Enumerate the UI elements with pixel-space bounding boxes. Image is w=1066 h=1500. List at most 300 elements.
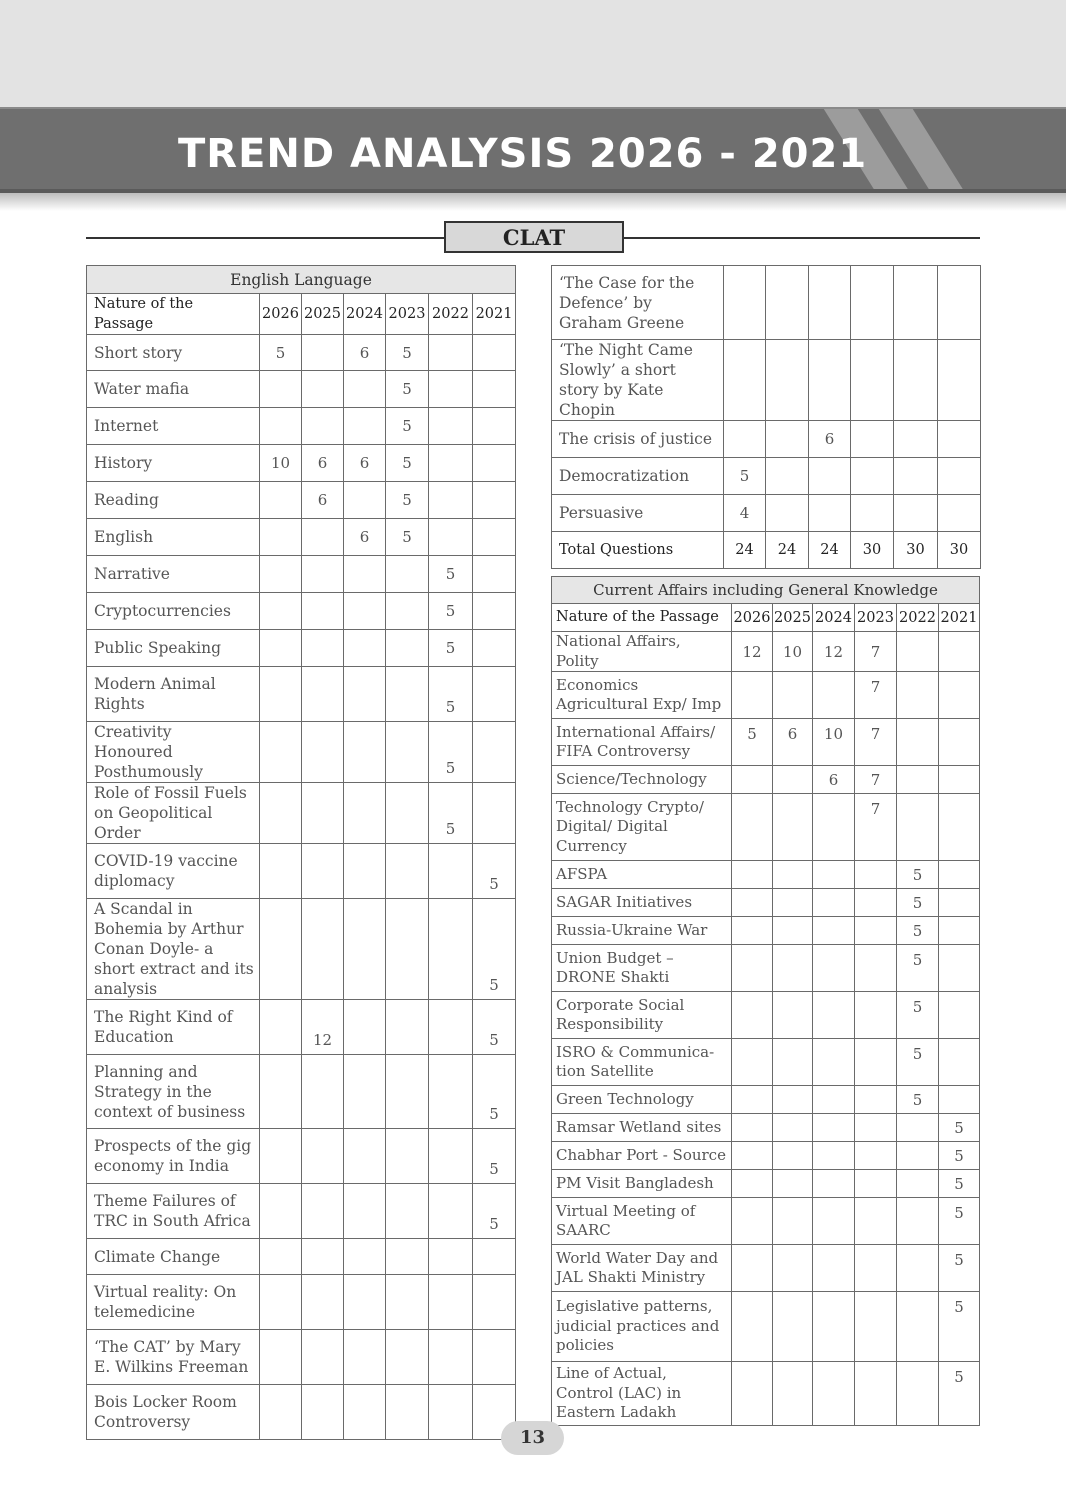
question-count-cell	[473, 722, 516, 783]
question-count-cell	[302, 1129, 344, 1184]
question-count-cell	[429, 371, 473, 408]
question-count-cell	[813, 1086, 855, 1114]
question-count-cell	[732, 672, 773, 719]
table-row	[87, 519, 516, 556]
question-count-cell	[386, 1330, 429, 1385]
table-header-row	[87, 294, 516, 335]
column-header: 2025	[773, 604, 813, 632]
question-count-cell: 5	[260, 335, 302, 371]
passage-name-cell: Total Questions	[552, 532, 724, 569]
passage-name-cell: ISRO & Communica-tion Satellite	[552, 1039, 732, 1086]
question-count-cell: 12	[732, 632, 773, 672]
table-row	[87, 1184, 516, 1239]
table-row	[552, 672, 980, 719]
question-count-cell	[302, 593, 344, 630]
question-count-cell	[855, 861, 897, 889]
column-header: 2024	[813, 604, 855, 632]
question-count-cell: 5	[386, 371, 429, 408]
exam-label: CLAT	[444, 221, 624, 253]
question-count-cell: 7	[855, 632, 897, 672]
question-count-cell	[386, 783, 429, 844]
passage-name-cell: Virtual reality: On telemedicine	[87, 1275, 260, 1330]
question-count-cell: 5	[939, 1142, 980, 1170]
table-row	[552, 889, 980, 917]
question-count-cell: 5	[429, 667, 473, 722]
question-count-cell	[809, 458, 851, 495]
question-count-cell	[813, 992, 855, 1039]
table-row	[87, 1055, 516, 1129]
question-count-cell	[773, 794, 813, 861]
question-count-cell	[302, 1055, 344, 1129]
question-count-cell	[473, 335, 516, 371]
table-row	[87, 783, 516, 844]
question-count-cell: 5	[473, 1184, 516, 1239]
question-count-cell	[773, 1198, 813, 1245]
question-count-cell	[732, 794, 773, 861]
question-count-cell: 5	[897, 1086, 939, 1114]
question-count-cell	[344, 899, 386, 1000]
table-caption-row	[552, 577, 980, 604]
current-affairs-table	[551, 576, 980, 1426]
question-count-cell	[302, 844, 344, 899]
question-count-cell	[855, 889, 897, 917]
table-row	[552, 861, 980, 889]
question-count-cell: 5	[473, 844, 516, 899]
question-count-cell	[473, 408, 516, 445]
question-count-cell: 5	[939, 1245, 980, 1292]
question-count-cell	[260, 371, 302, 408]
table-row	[87, 844, 516, 899]
question-count-cell: 5	[724, 458, 766, 495]
question-count-cell	[766, 421, 809, 458]
question-count-cell	[939, 766, 980, 794]
question-count-cell	[939, 861, 980, 889]
passage-name-cell: English	[87, 519, 260, 556]
question-count-cell	[773, 1362, 813, 1426]
passage-name-cell: Prospects of the gig economy in India	[87, 1129, 260, 1184]
question-count-cell	[773, 1245, 813, 1292]
question-count-cell	[302, 556, 344, 593]
question-count-cell	[260, 519, 302, 556]
question-count-cell	[429, 335, 473, 371]
question-count-cell	[386, 1055, 429, 1129]
question-count-cell	[260, 593, 302, 630]
question-count-cell: 6	[302, 445, 344, 482]
question-count-cell	[939, 632, 980, 672]
question-count-cell: 6	[302, 482, 344, 519]
question-count-cell	[260, 1000, 302, 1055]
question-count-cell: 10	[773, 632, 813, 672]
question-count-cell	[260, 1129, 302, 1184]
question-count-cell	[302, 335, 344, 371]
question-count-cell	[897, 1114, 939, 1142]
question-count-cell	[344, 630, 386, 667]
passage-name-cell: Narrative	[87, 556, 260, 593]
question-count-cell: 30	[894, 532, 938, 569]
passage-name-cell: A Scandal in Bohemia by Arthur Conan Doyle- a short extract and its analysis	[87, 899, 260, 1000]
question-count-cell	[260, 844, 302, 899]
passage-name-cell: Virtual Meeting of SAARC	[552, 1198, 732, 1245]
question-count-cell	[897, 794, 939, 861]
question-count-cell: 5	[939, 1198, 980, 1245]
question-count-cell	[344, 593, 386, 630]
passage-name-cell: Union Budget – DRONE Shakti	[552, 945, 732, 992]
question-count-cell	[813, 889, 855, 917]
question-count-cell	[938, 340, 981, 421]
question-count-cell	[855, 1198, 897, 1245]
question-count-cell	[260, 630, 302, 667]
table-row	[87, 722, 516, 783]
table-row	[87, 1129, 516, 1184]
table-row	[87, 1330, 516, 1385]
question-count-cell: 5	[897, 917, 939, 945]
question-count-cell	[813, 1245, 855, 1292]
question-count-cell	[302, 667, 344, 722]
table-row	[87, 593, 516, 630]
question-count-cell	[855, 1086, 897, 1114]
question-count-cell	[897, 672, 939, 719]
question-count-cell	[773, 992, 813, 1039]
question-count-cell: 4	[724, 495, 766, 532]
table-row	[552, 532, 981, 569]
table-row	[552, 1170, 980, 1198]
question-count-cell: 5	[429, 722, 473, 783]
table-row	[552, 632, 980, 672]
table-row	[87, 556, 516, 593]
question-count-cell	[939, 1039, 980, 1086]
question-count-cell	[344, 783, 386, 844]
question-count-cell	[344, 1055, 386, 1129]
table-row	[552, 1086, 980, 1114]
question-count-cell	[938, 495, 981, 532]
column-header: 2026	[732, 604, 773, 632]
table-row	[552, 992, 980, 1039]
question-count-cell	[429, 1275, 473, 1330]
question-count-cell	[732, 1142, 773, 1170]
question-count-cell	[732, 1039, 773, 1086]
question-count-cell	[897, 719, 939, 766]
question-count-cell	[773, 766, 813, 794]
question-count-cell	[851, 266, 894, 340]
table-row	[552, 1362, 980, 1426]
question-count-cell: 5	[429, 783, 473, 844]
question-count-cell	[773, 1142, 813, 1170]
table-row	[552, 1114, 980, 1142]
english-language-table	[86, 265, 516, 1440]
question-count-cell	[766, 266, 809, 340]
passage-name-cell: Corporate Social Responsibility	[552, 992, 732, 1039]
question-count-cell: 5	[386, 408, 429, 445]
question-count-cell	[732, 861, 773, 889]
passage-name-cell: ‘The Case for the Defence’ by Graham Greene	[552, 266, 724, 340]
question-count-cell: 5	[897, 992, 939, 1039]
question-count-cell	[344, 1184, 386, 1239]
question-count-cell: 6	[344, 519, 386, 556]
question-count-cell	[260, 482, 302, 519]
question-count-cell: 6	[809, 421, 851, 458]
question-count-cell	[894, 495, 938, 532]
question-count-cell: 5	[386, 445, 429, 482]
question-count-cell	[766, 458, 809, 495]
question-count-cell: 7	[855, 794, 897, 861]
question-count-cell	[429, 408, 473, 445]
question-count-cell	[386, 1184, 429, 1239]
question-count-cell	[386, 1275, 429, 1330]
question-count-cell	[344, 482, 386, 519]
passage-name-cell: Ramsar Wetland sites	[552, 1114, 732, 1142]
question-count-cell	[813, 1142, 855, 1170]
question-count-cell: 5	[429, 556, 473, 593]
question-count-cell	[732, 1292, 773, 1362]
question-count-cell	[855, 1142, 897, 1170]
question-count-cell	[773, 1114, 813, 1142]
question-count-cell: 10	[813, 719, 855, 766]
question-count-cell: 6	[344, 445, 386, 482]
divider-line	[624, 237, 980, 239]
question-count-cell	[773, 917, 813, 945]
question-count-cell	[302, 722, 344, 783]
passage-name-cell: Creativity Honoured Posthumously	[87, 722, 260, 783]
passage-name-cell: Chabhar Port - Source	[552, 1142, 732, 1170]
question-count-cell	[344, 722, 386, 783]
question-count-cell	[773, 1170, 813, 1198]
passage-name-cell: The Right Kind of Education	[87, 1000, 260, 1055]
question-count-cell	[813, 672, 855, 719]
question-count-cell	[894, 458, 938, 495]
question-count-cell	[855, 1039, 897, 1086]
question-count-cell: 5	[939, 1114, 980, 1142]
question-count-cell	[939, 794, 980, 861]
question-count-cell	[813, 1198, 855, 1245]
passage-name-cell: Technology Crypto/ Digital/ Digital Currency	[552, 794, 732, 861]
question-count-cell	[732, 889, 773, 917]
question-count-cell	[260, 722, 302, 783]
question-count-cell	[429, 1239, 473, 1275]
table-row	[552, 1198, 980, 1245]
table-row	[87, 335, 516, 371]
passage-name-cell: Science/Technology	[552, 766, 732, 794]
table-row	[552, 1142, 980, 1170]
passage-name-cell: Russia-Ukraine War	[552, 917, 732, 945]
passage-name-cell: COVID-19 vaccine diplomacy	[87, 844, 260, 899]
question-count-cell	[302, 1239, 344, 1275]
question-count-cell	[897, 766, 939, 794]
question-count-cell	[813, 1039, 855, 1086]
question-count-cell	[938, 421, 981, 458]
table-row	[87, 899, 516, 1000]
table-row	[552, 1245, 980, 1292]
banner-gradient	[0, 193, 1066, 211]
question-count-cell: 5	[939, 1292, 980, 1362]
question-count-cell	[302, 408, 344, 445]
question-count-cell	[855, 1292, 897, 1362]
question-count-cell: 24	[809, 532, 851, 569]
question-count-cell	[302, 783, 344, 844]
column-header: 2022	[897, 604, 939, 632]
question-count-cell	[809, 495, 851, 532]
table-row	[552, 340, 981, 421]
passage-name-cell: Planning and Strategy in the context of business	[87, 1055, 260, 1129]
question-count-cell	[855, 1170, 897, 1198]
passage-name-cell: Short story	[87, 335, 260, 371]
passage-name-cell: Reading	[87, 482, 260, 519]
question-count-cell	[851, 340, 894, 421]
table-row	[552, 1292, 980, 1362]
question-count-cell	[773, 861, 813, 889]
question-count-cell	[773, 945, 813, 992]
question-count-cell	[813, 861, 855, 889]
question-count-cell	[260, 1385, 302, 1440]
question-count-cell	[302, 630, 344, 667]
question-count-cell	[302, 1184, 344, 1239]
question-count-cell: 12	[302, 1000, 344, 1055]
question-count-cell: 6	[813, 766, 855, 794]
table-caption: Current Affairs including General Knowledge	[552, 577, 980, 604]
question-count-cell	[855, 917, 897, 945]
question-count-cell: 30	[851, 532, 894, 569]
question-count-cell: 7	[855, 766, 897, 794]
passage-name-cell: Economics Agricultural Exp/ Imp	[552, 672, 732, 719]
table-row	[552, 421, 981, 458]
passage-name-cell: Water mafia	[87, 371, 260, 408]
question-count-cell	[724, 421, 766, 458]
table-caption: English Language	[87, 266, 516, 294]
column-header: 2021	[473, 294, 516, 335]
table-row	[552, 1039, 980, 1086]
table-row	[87, 1385, 516, 1440]
passage-name-cell: Internet	[87, 408, 260, 445]
table-row	[552, 719, 980, 766]
column-header: 2024	[344, 294, 386, 335]
question-count-cell	[851, 421, 894, 458]
question-count-cell	[855, 945, 897, 992]
passage-name-cell: Green Technology	[552, 1086, 732, 1114]
question-count-cell: 7	[855, 672, 897, 719]
passage-name-cell: Democratization	[552, 458, 724, 495]
question-count-cell	[939, 889, 980, 917]
question-count-cell	[939, 672, 980, 719]
question-count-cell	[429, 1330, 473, 1385]
question-count-cell	[732, 917, 773, 945]
table-row	[87, 667, 516, 722]
question-count-cell: 5	[939, 1362, 980, 1426]
column-header: 2025	[302, 294, 344, 335]
question-count-cell	[386, 593, 429, 630]
table-row	[87, 630, 516, 667]
column-header: 2023	[386, 294, 429, 335]
question-count-cell	[732, 1170, 773, 1198]
table-row	[87, 371, 516, 408]
question-count-cell: 5	[732, 719, 773, 766]
question-count-cell	[386, 722, 429, 783]
question-count-cell	[344, 1275, 386, 1330]
question-count-cell	[473, 667, 516, 722]
column-header: 2023	[855, 604, 897, 632]
question-count-cell	[897, 1362, 939, 1426]
question-count-cell: 5	[386, 482, 429, 519]
column-header: 2026	[260, 294, 302, 335]
question-count-cell	[813, 1292, 855, 1362]
question-count-cell: 5	[897, 945, 939, 992]
question-count-cell	[732, 1362, 773, 1426]
table-row	[87, 1000, 516, 1055]
question-count-cell: 10	[260, 445, 302, 482]
passage-name-cell: AFSPA	[552, 861, 732, 889]
question-count-cell	[732, 1198, 773, 1245]
passage-name-cell: The crisis of justice	[552, 421, 724, 458]
question-count-cell	[260, 783, 302, 844]
passage-name-cell: Public Speaking	[87, 630, 260, 667]
question-count-cell	[894, 421, 938, 458]
question-count-cell	[732, 766, 773, 794]
question-count-cell	[344, 1385, 386, 1440]
question-count-cell	[473, 519, 516, 556]
question-count-cell	[851, 458, 894, 495]
question-count-cell	[732, 1086, 773, 1114]
question-count-cell	[260, 1184, 302, 1239]
question-count-cell	[855, 992, 897, 1039]
question-count-cell	[855, 1245, 897, 1292]
question-count-cell	[302, 899, 344, 1000]
question-count-cell	[894, 340, 938, 421]
question-count-cell: 5	[473, 1055, 516, 1129]
table-row	[87, 408, 516, 445]
table-row	[87, 1275, 516, 1330]
question-count-cell: 5	[473, 899, 516, 1000]
question-count-cell	[386, 844, 429, 899]
question-count-cell	[897, 1170, 939, 1198]
question-count-cell	[344, 556, 386, 593]
question-count-cell	[813, 1170, 855, 1198]
question-count-cell	[344, 408, 386, 445]
question-count-cell: 24	[766, 532, 809, 569]
column-header: 2021	[939, 604, 980, 632]
question-count-cell	[260, 1275, 302, 1330]
page-number: 13	[501, 1421, 564, 1455]
question-count-cell	[429, 445, 473, 482]
passage-name-cell: International Affairs/ FIFA Controversy	[552, 719, 732, 766]
table-row	[87, 1239, 516, 1275]
question-count-cell	[939, 945, 980, 992]
column-header: 2022	[429, 294, 473, 335]
question-count-cell	[260, 1239, 302, 1275]
question-count-cell	[344, 1330, 386, 1385]
question-count-cell	[302, 1275, 344, 1330]
question-count-cell: 12	[813, 632, 855, 672]
question-count-cell: 5	[897, 889, 939, 917]
question-count-cell: 5	[386, 335, 429, 371]
question-count-cell	[897, 1142, 939, 1170]
table-row	[552, 266, 981, 340]
question-count-cell: 24	[724, 532, 766, 569]
question-count-cell	[773, 672, 813, 719]
question-count-cell	[473, 783, 516, 844]
question-count-cell	[809, 266, 851, 340]
question-count-cell: 6	[773, 719, 813, 766]
question-count-cell: 5	[897, 1039, 939, 1086]
question-count-cell	[386, 1000, 429, 1055]
passage-name-cell: History	[87, 445, 260, 482]
question-count-cell	[473, 1330, 516, 1385]
question-count-cell	[344, 667, 386, 722]
question-count-cell	[429, 482, 473, 519]
question-count-cell	[813, 1362, 855, 1426]
question-count-cell	[344, 1239, 386, 1275]
passage-name-cell: Line of Actual, Control (LAC) in Eastern Ladakh	[552, 1362, 732, 1426]
question-count-cell	[773, 1039, 813, 1086]
question-count-cell	[939, 917, 980, 945]
question-count-cell	[344, 1129, 386, 1184]
